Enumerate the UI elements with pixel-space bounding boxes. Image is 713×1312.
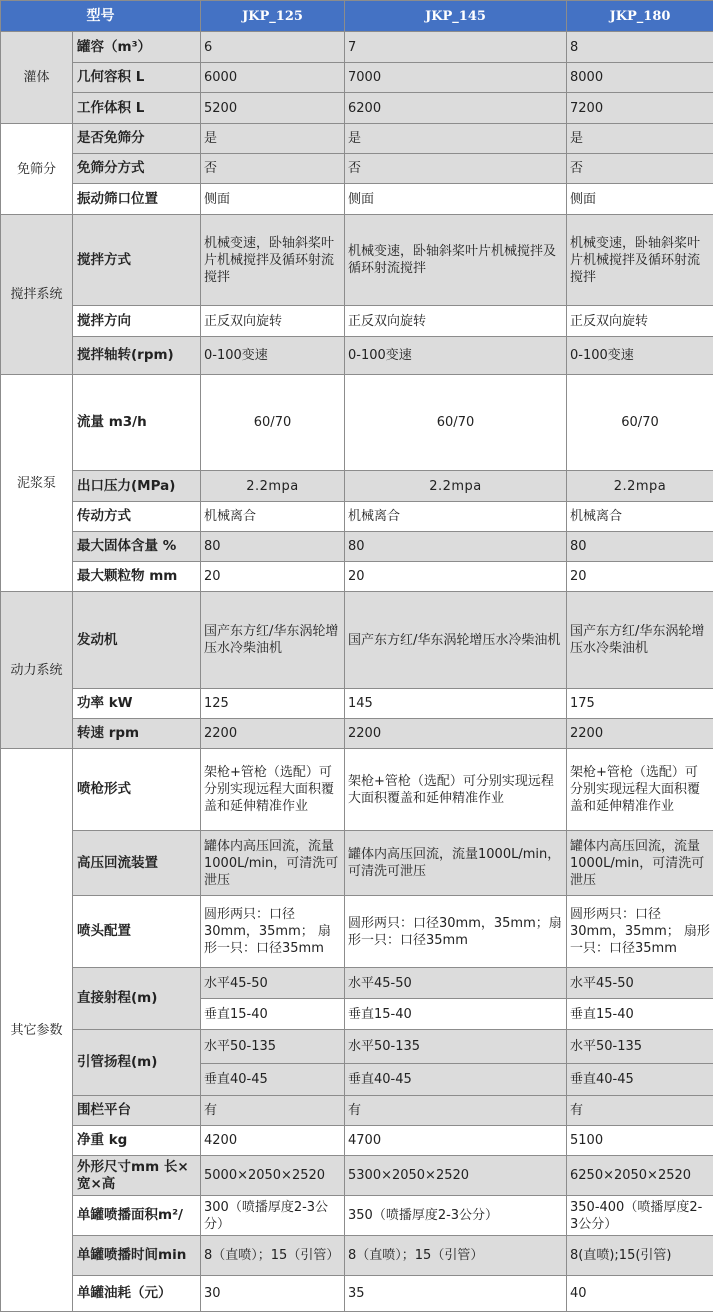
value-cell: 6250×2050×2520 (567, 1156, 713, 1196)
value-cell: 6 (201, 32, 345, 63)
value-cell: 国产东方红/华东涡轮增压水冷柴油机 (567, 592, 713, 689)
value-cell: 6200 (345, 93, 567, 124)
category-cell: 其它参数 (1, 749, 73, 1312)
value-cell: 145 (345, 689, 567, 719)
table-row (1, 1126, 713, 1156)
row-label: 净重 kg (73, 1126, 201, 1156)
row-label: 高压回流装置 (73, 831, 201, 896)
value-cell: 架枪+管枪（选配）可分别实现远程大面积覆盖和延伸精准作业 (567, 749, 713, 831)
value-cell: 侧面 (201, 184, 345, 215)
value-cell: 35 (345, 1276, 567, 1312)
row-label: 外形尺寸mm 长×宽×高 (73, 1156, 201, 1196)
value-cell: 垂直15-40 (201, 999, 345, 1030)
table-row (1, 896, 713, 968)
table-row (1, 32, 713, 63)
table-row (1, 592, 713, 689)
model-column-header: JKP_125 (201, 1, 345, 32)
row-label: 几何容积 L (73, 63, 201, 93)
value-cell: 2200 (201, 719, 345, 749)
table-row (1, 93, 713, 124)
table-row (1, 1276, 713, 1312)
value-cell: 垂直15-40 (567, 999, 713, 1030)
table-row (1, 215, 713, 306)
value-cell: 罐体内高压回流，流量1000L/min，可清洗可泄压 (201, 831, 345, 896)
value-cell: 175 (567, 689, 713, 719)
value-cell: 20 (567, 562, 713, 592)
value-cell: 350-400（喷播厚度2-3公分） (567, 1196, 713, 1236)
value-cell: 80 (345, 532, 567, 562)
value-cell: 5000×2050×2520 (201, 1156, 345, 1196)
row-label: 最大颗粒物 mm (73, 562, 201, 592)
table-row (1, 306, 713, 337)
table-row (1, 719, 713, 749)
value-cell: 4200 (201, 1126, 345, 1156)
value-cell: 是 (567, 124, 713, 154)
row-label: 搅拌轴转(rpm) (73, 337, 201, 375)
value-cell: 机械离合 (567, 502, 713, 532)
row-label: 单罐喷播时间min (73, 1236, 201, 1276)
value-cell: 圆形两只：口径30mm，35mm； 扇形一只：口径35mm (201, 896, 345, 968)
model-column-header: JKP_180 (567, 1, 713, 32)
value-cell: 2.2mpa (567, 471, 713, 502)
row-label: 引管扬程(m) (73, 1030, 201, 1096)
value-cell: 正反双向旋转 (567, 306, 713, 337)
header-row (1, 1, 713, 32)
table-row (1, 184, 713, 215)
table-row (1, 831, 713, 896)
value-cell: 机械变速，卧轴斜桨叶片机械搅拌及循环射流搅拌 (345, 215, 567, 306)
table-row (1, 1156, 713, 1196)
value-cell: 国产东方红/华东涡轮增压水冷柴油机 (201, 592, 345, 689)
value-cell: 60/70 (201, 375, 345, 471)
value-cell: 60/70 (345, 375, 567, 471)
row-label: 直接射程(m) (73, 968, 201, 1030)
table-row (1, 1236, 713, 1276)
table-row (1, 1096, 713, 1126)
value-cell: 40 (567, 1276, 713, 1312)
value-cell: 正反双向旋转 (201, 306, 345, 337)
value-cell: 垂直40-45 (567, 1064, 713, 1096)
table-row (1, 532, 713, 562)
value-cell: 水平45-50 (201, 968, 345, 999)
value-cell: 20 (345, 562, 567, 592)
value-cell: 是 (345, 124, 567, 154)
value-cell: 7000 (345, 63, 567, 93)
row-label: 喷枪形式 (73, 749, 201, 831)
category-cell: 灌体 (1, 32, 73, 124)
value-cell: 20 (201, 562, 345, 592)
value-cell: 架枪+管枪（选配）可分别实现远程大面积覆盖和延伸精准作业 (345, 749, 567, 831)
table-row (1, 749, 713, 831)
value-cell: 是 (201, 124, 345, 154)
value-cell: 0-100变速 (567, 337, 713, 375)
value-cell: 水平45-50 (567, 968, 713, 999)
value-cell: 正反双向旋转 (345, 306, 567, 337)
value-cell: 否 (201, 154, 345, 184)
row-label: 单罐喷播面积m²/ (73, 1196, 201, 1236)
value-cell: 圆形两只：口径30mm，35mm； 扇形一只：口径35mm (567, 896, 713, 968)
value-cell: 垂直40-45 (201, 1064, 345, 1096)
row-label: 搅拌方向 (73, 306, 201, 337)
value-cell: 80 (567, 532, 713, 562)
row-label: 罐容（m³） (73, 32, 201, 63)
value-cell: 5300×2050×2520 (345, 1156, 567, 1196)
row-label: 最大固体含量 % (73, 532, 201, 562)
row-label: 发动机 (73, 592, 201, 689)
table-row (1, 689, 713, 719)
value-cell: 垂直15-40 (345, 999, 567, 1030)
value-cell: 0-100变速 (201, 337, 345, 375)
table-row (1, 502, 713, 532)
value-cell: 60/70 (567, 375, 713, 471)
value-cell: 罐体内高压回流，流量1000L/min，可清洗可泄压 (345, 831, 567, 896)
table-row (1, 1196, 713, 1236)
value-cell: 8(直喷);15(引管) (567, 1236, 713, 1276)
value-cell: 80 (201, 532, 345, 562)
value-cell: 4700 (345, 1126, 567, 1156)
row-label: 功率 kW (73, 689, 201, 719)
value-cell: 罐体内高压回流，流量1000L/min，可清洗可泄压 (567, 831, 713, 896)
row-label: 单罐油耗（元） (73, 1276, 201, 1312)
value-cell: 30 (201, 1276, 345, 1312)
row-label: 是否免筛分 (73, 124, 201, 154)
value-cell: 2.2mpa (345, 471, 567, 502)
value-cell: 350（喷播厚度2-3公分） (345, 1196, 567, 1236)
value-cell: 125 (201, 689, 345, 719)
row-label: 工作体积 L (73, 93, 201, 124)
value-cell: 圆形两只：口径30mm，35mm；扇形一只：口径35mm (345, 896, 567, 968)
table-row (1, 124, 713, 154)
row-label: 围栏平台 (73, 1096, 201, 1126)
value-cell: 有 (201, 1096, 345, 1126)
row-label: 转速 rpm (73, 719, 201, 749)
value-cell: 8000 (567, 63, 713, 93)
table-row (1, 154, 713, 184)
value-cell: 2200 (567, 719, 713, 749)
row-label: 喷头配置 (73, 896, 201, 968)
value-cell: 国产东方红/华东涡轮增压水冷柴油机 (345, 592, 567, 689)
category-cell: 泥浆泵 (1, 375, 73, 592)
row-label: 搅拌方式 (73, 215, 201, 306)
value-cell: 7 (345, 32, 567, 63)
value-cell: 300（喷播厚度2-3公分） (201, 1196, 345, 1236)
model-column-header: JKP_145 (345, 1, 567, 32)
value-cell: 有 (345, 1096, 567, 1126)
value-cell: 架枪+管枪（选配）可分别实现远程大面积覆盖和延伸精准作业 (201, 749, 345, 831)
value-cell: 侧面 (567, 184, 713, 215)
row-label: 流量 m3/h (73, 375, 201, 471)
value-cell: 有 (567, 1096, 713, 1126)
value-cell: 垂直40-45 (345, 1064, 567, 1096)
value-cell: 2.2mpa (201, 471, 345, 502)
category-cell: 搅拌系统 (1, 215, 73, 375)
table-row (1, 471, 713, 502)
value-cell: 侧面 (345, 184, 567, 215)
value-cell: 7200 (567, 93, 713, 124)
value-cell: 否 (345, 154, 567, 184)
value-cell: 水平50-135 (345, 1030, 567, 1064)
value-cell: 水平45-50 (345, 968, 567, 999)
value-cell: 水平50-135 (201, 1030, 345, 1064)
row-label: 出口压力(MPa) (73, 471, 201, 502)
table-row (1, 1030, 713, 1064)
table-row (1, 375, 713, 471)
value-cell: 机械离合 (345, 502, 567, 532)
value-cell: 8 (567, 32, 713, 63)
row-label: 振动筛口位置 (73, 184, 201, 215)
value-cell: 机械离合 (201, 502, 345, 532)
row-label: 免筛分方式 (73, 154, 201, 184)
table-row (1, 337, 713, 375)
row-label: 传动方式 (73, 502, 201, 532)
value-cell: 0-100变速 (345, 337, 567, 375)
value-cell: 8（直喷）；15（引管） (201, 1236, 345, 1276)
table-row (1, 562, 713, 592)
table-row (1, 968, 713, 999)
table-row (1, 63, 713, 93)
model-header: 型号 (1, 1, 201, 32)
value-cell: 机械变速，卧轴斜桨叶片机械搅拌及循环射流搅拌 (201, 215, 345, 306)
value-cell: 5200 (201, 93, 345, 124)
value-cell: 水平50-135 (567, 1030, 713, 1064)
value-cell: 6000 (201, 63, 345, 93)
value-cell: 2200 (345, 719, 567, 749)
category-cell: 动力系统 (1, 592, 73, 749)
value-cell: 否 (567, 154, 713, 184)
value-cell: 机械变速，卧轴斜桨叶片机械搅拌及循环射流搅拌 (567, 215, 713, 306)
value-cell: 5100 (567, 1126, 713, 1156)
category-cell: 免筛分 (1, 124, 73, 215)
value-cell: 8（直喷）；15（引管） (345, 1236, 567, 1276)
